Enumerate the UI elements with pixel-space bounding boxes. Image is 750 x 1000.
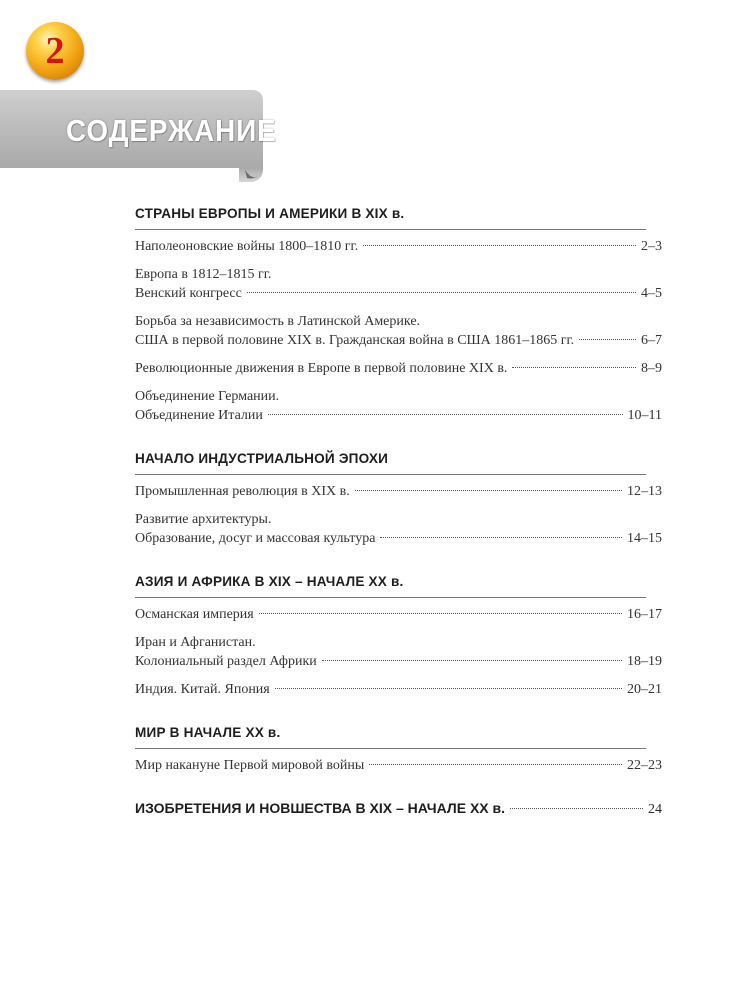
toc-entry[interactable] (135, 510, 662, 548)
section-title: НАЧАЛО ИНДУСТРИАЛЬНОЙ ЭПОХИ (135, 450, 646, 475)
dot-leader (510, 808, 643, 809)
toc-entry[interactable] (135, 359, 662, 378)
dot-leader (268, 414, 623, 415)
toc-entry[interactable] (135, 387, 662, 425)
toc-section (135, 724, 662, 775)
entry-pages: 18–19 (627, 654, 662, 669)
entry-pages: 12–13 (627, 484, 662, 499)
toc-section (135, 573, 662, 699)
section-title: АЗИЯ И АФРИКА В XIX – НАЧАЛЕ XX в. (135, 573, 646, 598)
entry-pages: 6–7 (641, 333, 662, 348)
entry-title-line: Объединение Германии. (135, 389, 280, 404)
entry-title: Объединение Италии (135, 408, 263, 423)
entry-pages: 16–17 (627, 607, 662, 622)
toc-entry[interactable] (135, 756, 662, 775)
toc-entry[interactable] (135, 482, 662, 501)
dot-leader (275, 688, 622, 689)
entry-title: Индия. Китай. Япония (135, 682, 270, 697)
page-title: СОДЕРЖАНИЕ (66, 113, 277, 148)
toc-entry[interactable] (135, 605, 662, 624)
toc-entry[interactable] (135, 312, 662, 350)
dot-leader (247, 292, 636, 293)
entry-title: Османская империя (135, 607, 254, 622)
entry-title: Наполеоновские войны 1800–1810 гг. (135, 239, 359, 254)
entry-title: США в первой половине XIX в. Гражданская война в США 1861–1865 гг. (135, 333, 575, 348)
entry-title-line: Развитие архитектуры. (135, 512, 272, 527)
entry-pages: 14–15 (627, 531, 662, 546)
dot-leader (259, 613, 622, 614)
entry-pages: 22–23 (627, 758, 662, 773)
entry-pages: 20–21 (627, 682, 662, 697)
toc-entry[interactable] (135, 633, 662, 671)
entry-pages: 10–11 (627, 408, 662, 423)
toc-entry[interactable] (135, 680, 662, 699)
entry-title-line: Европа в 1812–1815 гг. (135, 267, 272, 282)
entry-title: Образование, досуг и массовая культура (135, 531, 376, 546)
entry-title: Мир накануне Первой мировой войны (135, 758, 365, 773)
section-title: МИР В НАЧАЛЕ XX в. (135, 724, 646, 749)
entry-title-line: Иран и Афганистан. (135, 635, 256, 650)
toc-section (135, 450, 662, 548)
entry-title: Революционные движения в Европе в первой половине XIX в. (135, 361, 508, 376)
toc-final-section[interactable] (135, 800, 662, 818)
final-entry-title: ИЗОБРЕТЕНИЯ И НОВШЕСТВА В XIX – НАЧАЛЕ XX в. (135, 800, 506, 816)
toc-section (135, 205, 662, 425)
page-number-badge (26, 22, 84, 80)
dot-leader (369, 764, 622, 765)
entry-pages: 8–9 (641, 361, 662, 376)
dot-leader (322, 660, 622, 661)
dot-leader (512, 367, 636, 368)
entry-pages: 2–3 (641, 239, 662, 254)
dot-leader (355, 490, 622, 491)
entry-title: Промышленная революция в XIX в. (135, 484, 350, 499)
entry-title-line: Борьба за независимость в Латинской Америке. (135, 314, 421, 329)
page-curl-icon (243, 168, 261, 182)
dot-leader (363, 245, 636, 246)
page-number: 2 (45, 30, 65, 72)
toc-entry[interactable] (135, 237, 662, 256)
dot-leader (380, 537, 622, 538)
entry-title: Колониальный раздел Африки (135, 654, 317, 669)
table-of-contents (135, 205, 662, 843)
entry-pages: 4–5 (641, 286, 662, 301)
final-entry-pages: 24 (648, 802, 662, 817)
section-title: СТРАНЫ ЕВРОПЫ И АМЕРИКИ В XIX в. (135, 205, 646, 230)
toc-entry[interactable] (135, 265, 662, 303)
entry-title: Венский конгресс (135, 286, 242, 301)
dot-leader (579, 339, 636, 340)
